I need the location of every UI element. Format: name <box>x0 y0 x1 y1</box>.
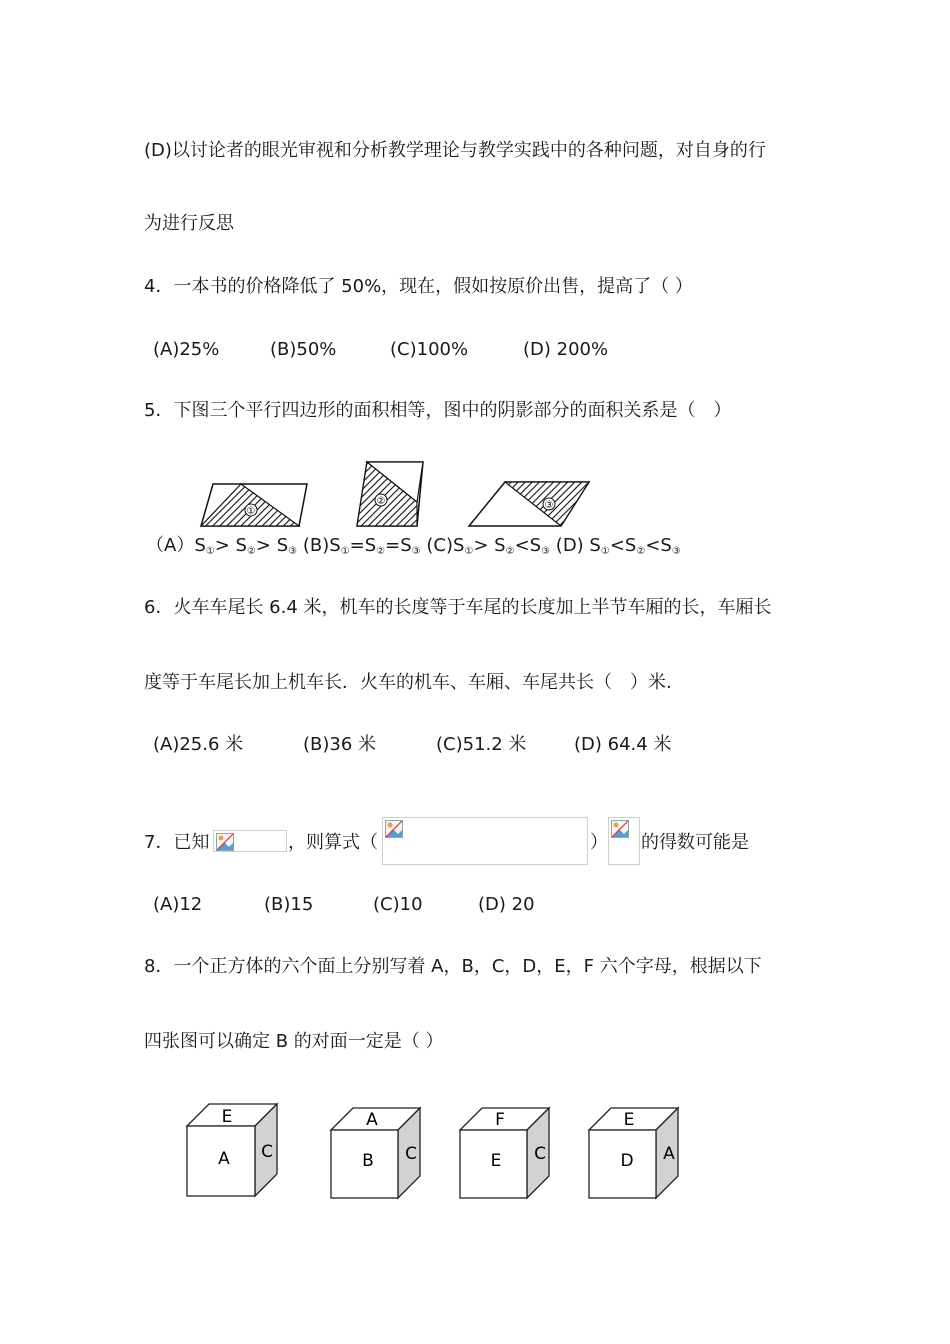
q7-part3: ） <box>590 832 608 853</box>
q6-stem-line2: 度等于车尾长加上机车长．火车的机车、车厢、车尾共长（ ）米. <box>144 672 672 693</box>
q8-stem-line1: 8．一个正方体的六个面上分别写着 A，B，C，D，E，F 六个字母，根据以下 <box>144 956 762 977</box>
q8-cube-1-side: C <box>261 1142 273 1162</box>
q4-stem: 4．一本书的价格降低了 50%，现在，假如按原价出售，提高了（ ） <box>144 276 693 297</box>
q7-option-a: (A)12 <box>153 894 203 915</box>
q8-cube-1 <box>187 1104 277 1196</box>
q7-option-d: (D) 20 <box>478 894 535 915</box>
q6-option-b: (B)36 米 <box>303 734 377 755</box>
q8-cube-3-top: F <box>495 1110 505 1130</box>
q5-figure-1-label: ① <box>246 506 256 517</box>
q7-option-c: (C)10 <box>373 894 423 915</box>
q5-stem: 5．下图三个平行四边形的面积相等，图中的阴影部分的面积关系是（ ） <box>144 400 732 421</box>
q8-stem-line2: 四张图可以确定 B 的对面一定是（ ） <box>144 1031 444 1052</box>
q5-parallelogram-figures <box>195 458 600 530</box>
q6-option-d: (D) 64.4 米 <box>574 734 672 755</box>
q3-option-d-line2: 为进行反思 <box>144 213 234 234</box>
q8-cube-2-top: A <box>366 1110 378 1130</box>
q8-cube-2 <box>331 1108 420 1198</box>
q7-part1: 7．已知 <box>144 832 210 853</box>
q5-option-d: (D) $S_①<S_②<S_③$ <box>555 535 681 557</box>
broken-image-icon <box>216 833 234 851</box>
q5-option-c: $(C)S_①> S_②<S_③$ <box>426 535 551 557</box>
q5-figure-2 <box>357 462 423 526</box>
q8-cube-3 <box>460 1108 549 1198</box>
q8-cube-4-front: D <box>620 1151 634 1171</box>
q5-option-a: $(A)S_①> S_②> S_③$ <box>146 535 298 557</box>
q5-figure-2-label: ② <box>376 496 386 507</box>
q5-option-b: $(B)S_①=S_②=S_③$ <box>302 535 421 557</box>
q7-formula-image-1 <box>213 830 287 852</box>
q8-cube-2-front: B <box>362 1151 374 1171</box>
broken-image-icon <box>385 820 403 838</box>
q6-option-a: (A)25.6 米 <box>153 734 244 755</box>
q7-option-b: (B)15 <box>264 894 314 915</box>
q7-part2: ，则算式（ <box>288 832 378 853</box>
q7-formula-image-2 <box>382 817 588 865</box>
q8-cube-4 <box>589 1108 678 1198</box>
q8-cube-4-top: E <box>623 1110 635 1130</box>
broken-image-icon <box>611 820 629 838</box>
q8-cube-4-side: A <box>663 1144 675 1164</box>
q8-cube-3-front: E <box>490 1151 502 1171</box>
q6-option-c: (C)51.2 米 <box>436 734 527 755</box>
q8-cube-1-front: A <box>218 1149 230 1169</box>
q6-stem-line1: 6．火车车尾长 6.4 米，机车的长度等于车尾的长度加上半节车厢的长，车厢长 <box>144 597 772 618</box>
q5-figure-3-label: ③ <box>544 500 554 511</box>
q5-figure-1 <box>201 484 307 526</box>
q3-option-d-line1: (D)以讨论者的眼光审视和分析教学理论与教学实践中的各种问题，对自身的行 <box>144 140 766 161</box>
q8-cube-figures <box>180 1098 700 1202</box>
q7-part4: 的得数可能是 <box>641 832 749 853</box>
q4-option-d: (D) 200% <box>523 339 609 360</box>
q8-cube-3-side: C <box>534 1144 546 1164</box>
q5-figure-3 <box>469 482 589 526</box>
q4-option-c: (C)100% <box>390 339 469 360</box>
q4-option-b: (B)50% <box>270 339 337 360</box>
q8-cube-1-top: E <box>221 1107 233 1127</box>
q7-formula-image-3 <box>608 817 640 865</box>
q4-option-a: (A)25% <box>153 339 220 360</box>
q8-cube-2-side: C <box>405 1144 417 1164</box>
q5-options <box>146 534 681 564</box>
